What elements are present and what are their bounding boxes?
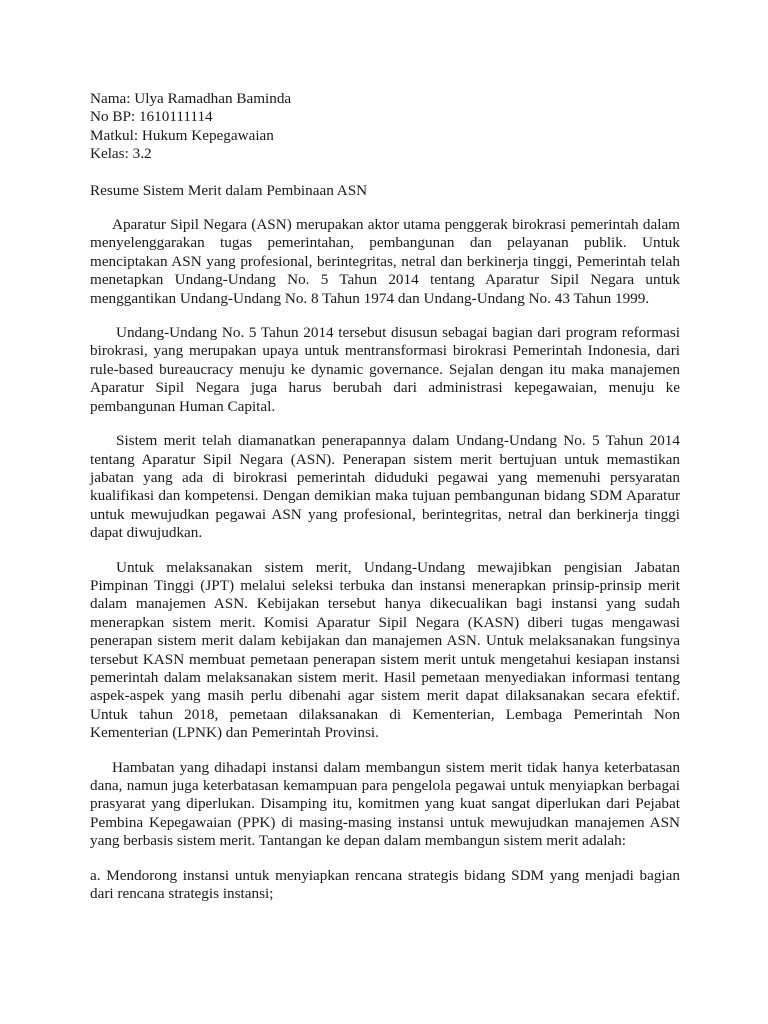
paragraph-3: Sistem merit telah diamanatkan penerapannya dalam Undang-Undang No. 5 Tahun 2014 tentang Aparatur Sipil Negara (ASN). Penerapan sistem merit bertujuan untuk memastikan jabatan yang ada di birokrasi pemerintah diduduki pegawai yang memenuhi persyaratan kualifikasi dan kompetensi. Dengan demikian maka tujuan pembangunan bidang SDM Aparatur untuk mewujudkan pegawai ASN yang profesional, berintegritas, netral dan berkinerja tinggi dapat diwujudkan. bbox=[90, 432, 680, 542]
document-title: Resume Sistem Merit dalam Pembinaan ASN bbox=[90, 181, 368, 199]
course-name: Matkul: Hukum Kepegawaian bbox=[90, 126, 274, 144]
class-name: Kelas: 3.2 bbox=[90, 145, 152, 163]
paragraph-5: Hambatan yang dihadapi instansi dalam membangun sistem merit tidak hanya keterbatasan dana, namun juga keterbatasan kemampuan para pengelola pegawai untuk menyiapkan berbagai prasyarat yang diperlukan. Disamping itu, komitmen yang kuat sangat diperlukan dari Pejabat Pembina Kepegawaian (PPK) di masing-masing instansi untuk mewujudkan manajemen ASN yang berbasis sistem merit. Tantangan ke depan dalam membangun sistem merit adalah: bbox=[90, 758, 680, 850]
student-name: Nama: Ulya Ramadhan Baminda bbox=[90, 90, 292, 107]
paragraph-4: Untuk melaksanakan sistem merit, Undang-Undang mewajibkan pengisian Jabatan Pimpinan Tinggi (JPT) melalui seleksi terbuka dan instansi menerapkan prinsip-prinsip merit dalam manajemen ASN. Kebijakan tersebut hanya dikecualikan bagi instansi yang sudah menerapkan sistem merit. Komisi Aparatur Sipil Negara (KASN) diberi tugas mengawasi penerapan sistem merit dalam kebijakan dan manajemen ASN. Untuk melaksanakan fungsinya tersebut KASN membuat pemetaan penerapan sistem merit untuk mengetahui kesiapan instansi pemerintah dalam melaksanakan sistem merit. Hasil pemetaan menyediakan informasi tentang aspek-aspek yang masih perlu dibenahi agar sistem merit dapat dilaksanakan secara efektif. Untuk tahun 2018, pemetaan dilaksanakan di Kementerian, Lembaga Pemerintah Non Kementerian (LPNK) dan Pemerintah Provinsi. bbox=[90, 558, 680, 742]
paragraph-2: Undang-Undang No. 5 Tahun 2014 tersebut disusun sebagai bagian dari program reformasi birokrasi, yang merupakan upaya untuk mentransformasi birokrasi Pemerintah Indonesia, dari rule-based bureaucracy menuju ke dynamic governance. Sejalan dengan itu maka manajemen Aparatur Sipil Negara juga harus berubah dari administrasi kepegawaian, menuju ke pembangunan Human Capital. bbox=[90, 324, 680, 415]
student-number: No BP: 1610111114 bbox=[90, 108, 213, 126]
student-info bbox=[90, 90, 680, 164]
document-page bbox=[90, 90, 680, 903]
paragraph-1: Aparatur Sipil Negara (ASN) merupakan aktor utama penggerak birokrasi pemerintah dalam menyelenggarakan tugas pemerintahan, pembangunan dan pelayanan publik. Untuk menciptakan ASN yang profesional, berintegritas, netral dan berkinerja tinggi, Pemerintah telah menetapkan Undang-Undang No. 5 Tahun 2014 tentang Aparatur Sipil Negara untuk menggantikan Undang-Undang No. 8 Tahun 1974 dan Undang-Undang No. 43 Tahun 1999. bbox=[90, 216, 680, 307]
list-item-a: a. Mendorong instansi untuk menyiapkan rencana strategis bidang SDM yang menjadi bagian dari rencana strategis instansi; bbox=[90, 866, 680, 903]
